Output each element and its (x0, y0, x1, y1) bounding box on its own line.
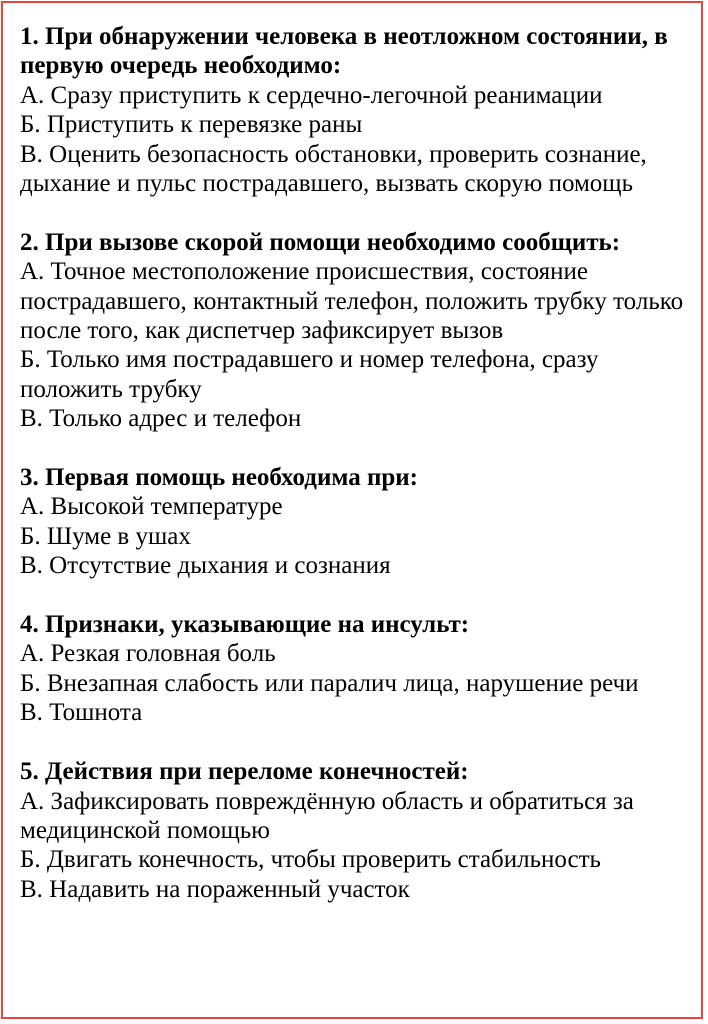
answer-option-a: А. Точное местоположение происшествия, состояние пострадавшего, контактный телефон, положить трубку только после того, как диспетчер зафиксирует вызов (20, 258, 684, 345)
question-title: 3. Первая помощь необходима при: (20, 464, 418, 492)
answer-option-a: А. Сразу приступить к сердечно-легочной реанимации (20, 81, 603, 109)
answer-option-b: Б. Только имя пострадавшего и номер телефона, сразу положить трубку (20, 346, 599, 403)
answer-option-b: Б. Двигать конечность, чтобы проверить стабильность (20, 846, 601, 874)
question-title: 1. При обнаружении человека в неотложном состоянии, в первую очередь необходимо: (20, 23, 668, 80)
answer-option-c: В. Надавить на пораженный участок (20, 875, 410, 903)
answer-option-c: В. Отсутствие дыхания и сознания (20, 552, 391, 580)
question-title: 2. При вызове скорой помощи необходимо сообщить: (20, 228, 621, 256)
answer-option-b: Б. Приступить к перевязке раны (20, 111, 363, 139)
answer-option-c: В. Тошнота (20, 699, 143, 727)
question-title: 4. Признаки, указывающие на инсульт: (20, 611, 470, 639)
question-1 (20, 22, 700, 198)
question-4 (20, 610, 700, 728)
answer-option-a: А. Высокой температуре (20, 493, 283, 521)
answer-option-b: Б. Внезапная слабость или паралич лица, нарушение речи (20, 669, 639, 697)
answer-option-c: В. Оценить безопасность обстановки, проверить сознание, дыхание и пульс пострадавшего, вызвать скорую помощь (20, 140, 647, 198)
answer-option-b: Б. Шуме в ушах (20, 522, 191, 550)
answer-option-a: А. Резкая головная боль (20, 640, 276, 668)
answer-option-a: А. Зафиксировать повреждённую область и обратиться за медицинской помощью (20, 787, 634, 844)
quiz-content (20, 22, 700, 904)
answer-option-c: В. Только адрес и телефон (20, 405, 302, 433)
question-3 (20, 463, 700, 581)
question-5 (20, 757, 700, 904)
question-title: 5. Действия при переломе конечностей: (20, 758, 469, 786)
question-2 (20, 228, 700, 434)
